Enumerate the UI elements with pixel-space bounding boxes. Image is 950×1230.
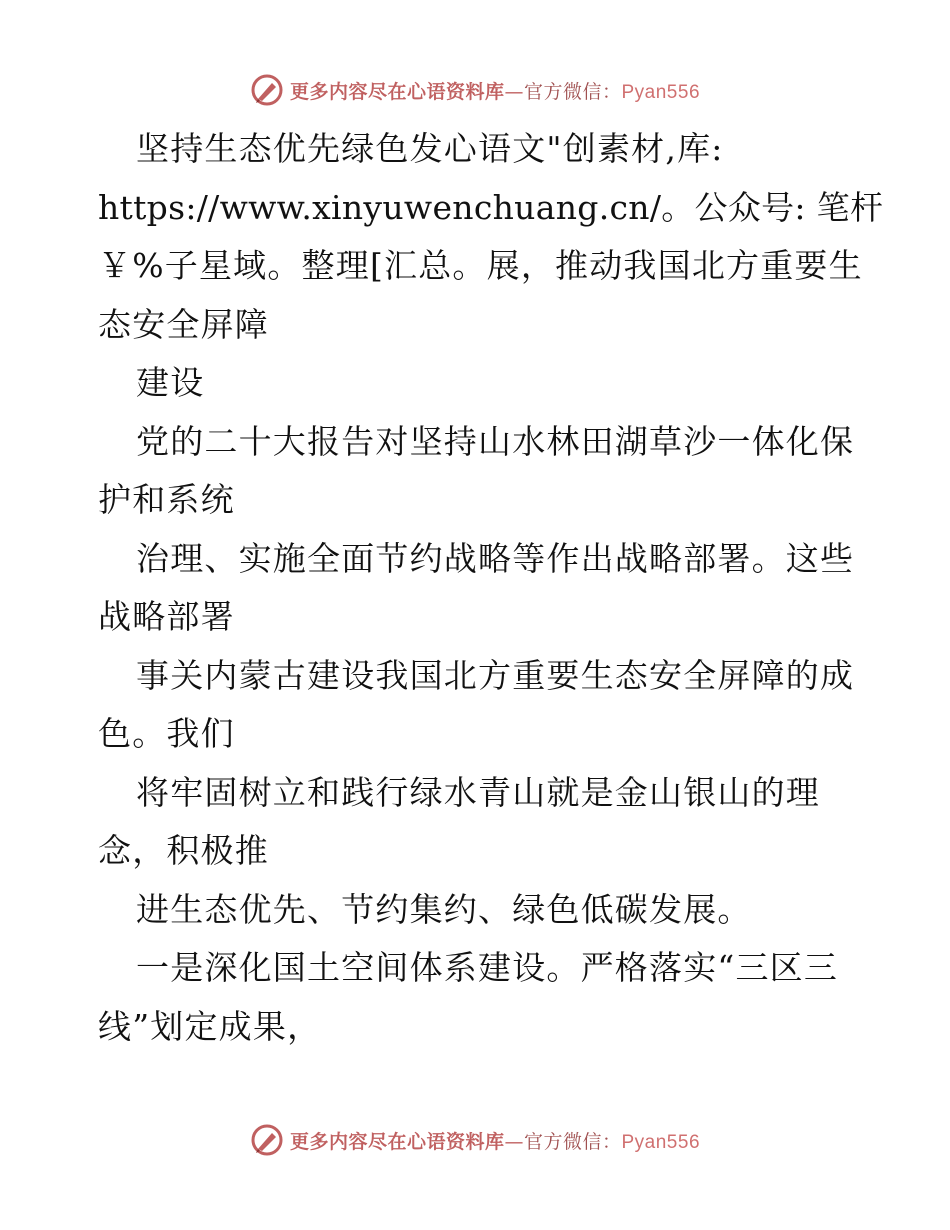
- body-line: 护和系统: [98, 480, 235, 519]
- body-line: 念，积极推: [98, 831, 269, 870]
- body-line: 将牢固树立和践行绿水青山就是金山银山的理: [136, 772, 820, 812]
- header-wechat-id: Pyan556: [621, 81, 701, 103]
- body-line: ￥%子星域。整理[汇总。展，推动我国北方重要生: [98, 246, 863, 285]
- body-line: 事关内蒙古建设我国北方重要生态安全屏障的成: [136, 655, 855, 695]
- header-dash: —: [504, 80, 524, 103]
- header-text: [290, 77, 700, 104]
- footer-main-text: 更多内容尽在心语资料库: [289, 1130, 505, 1153]
- footer-text: [290, 1127, 700, 1154]
- body-line: 坚持生态优先绿色发心语文"创素材,库:: [136, 129, 724, 168]
- body-line: 治理、实施全面节约战略等作出战略部署。这些: [136, 538, 855, 578]
- footer-dash: —: [504, 1130, 524, 1153]
- pen-logo-icon: [250, 1123, 284, 1157]
- body-line: 色。我们: [98, 714, 235, 753]
- body-line: 党的二十大报告对坚持山水林田湖草沙一体化保: [136, 421, 855, 461]
- document-body: [98, 120, 884, 1056]
- pen-logo-icon: [250, 73, 284, 107]
- header-label: 官方微信：: [523, 80, 622, 103]
- body-line: 一是深化国土空间体系建设。严格落实“三区三: [136, 948, 839, 987]
- body-line: 线”划定成果，: [98, 1006, 322, 1046]
- footer-wechat-id: Pyan556: [621, 1131, 701, 1153]
- body-line: 战略部署: [98, 597, 235, 636]
- header-main-text: 更多内容尽在心语资料库: [289, 80, 505, 103]
- header-banner: [0, 70, 950, 110]
- body-line: 态安全屏障: [98, 304, 269, 344]
- footer-banner: [0, 1120, 950, 1160]
- body-line: https://www.xinyuwenchuang.cn/。公众号: 笔杆: [98, 187, 884, 227]
- body-line: 进生态优先、节约集约、绿色低碳发展。: [136, 889, 752, 929]
- body-line: 建设: [136, 363, 205, 402]
- footer-label: 官方微信：: [523, 1130, 622, 1153]
